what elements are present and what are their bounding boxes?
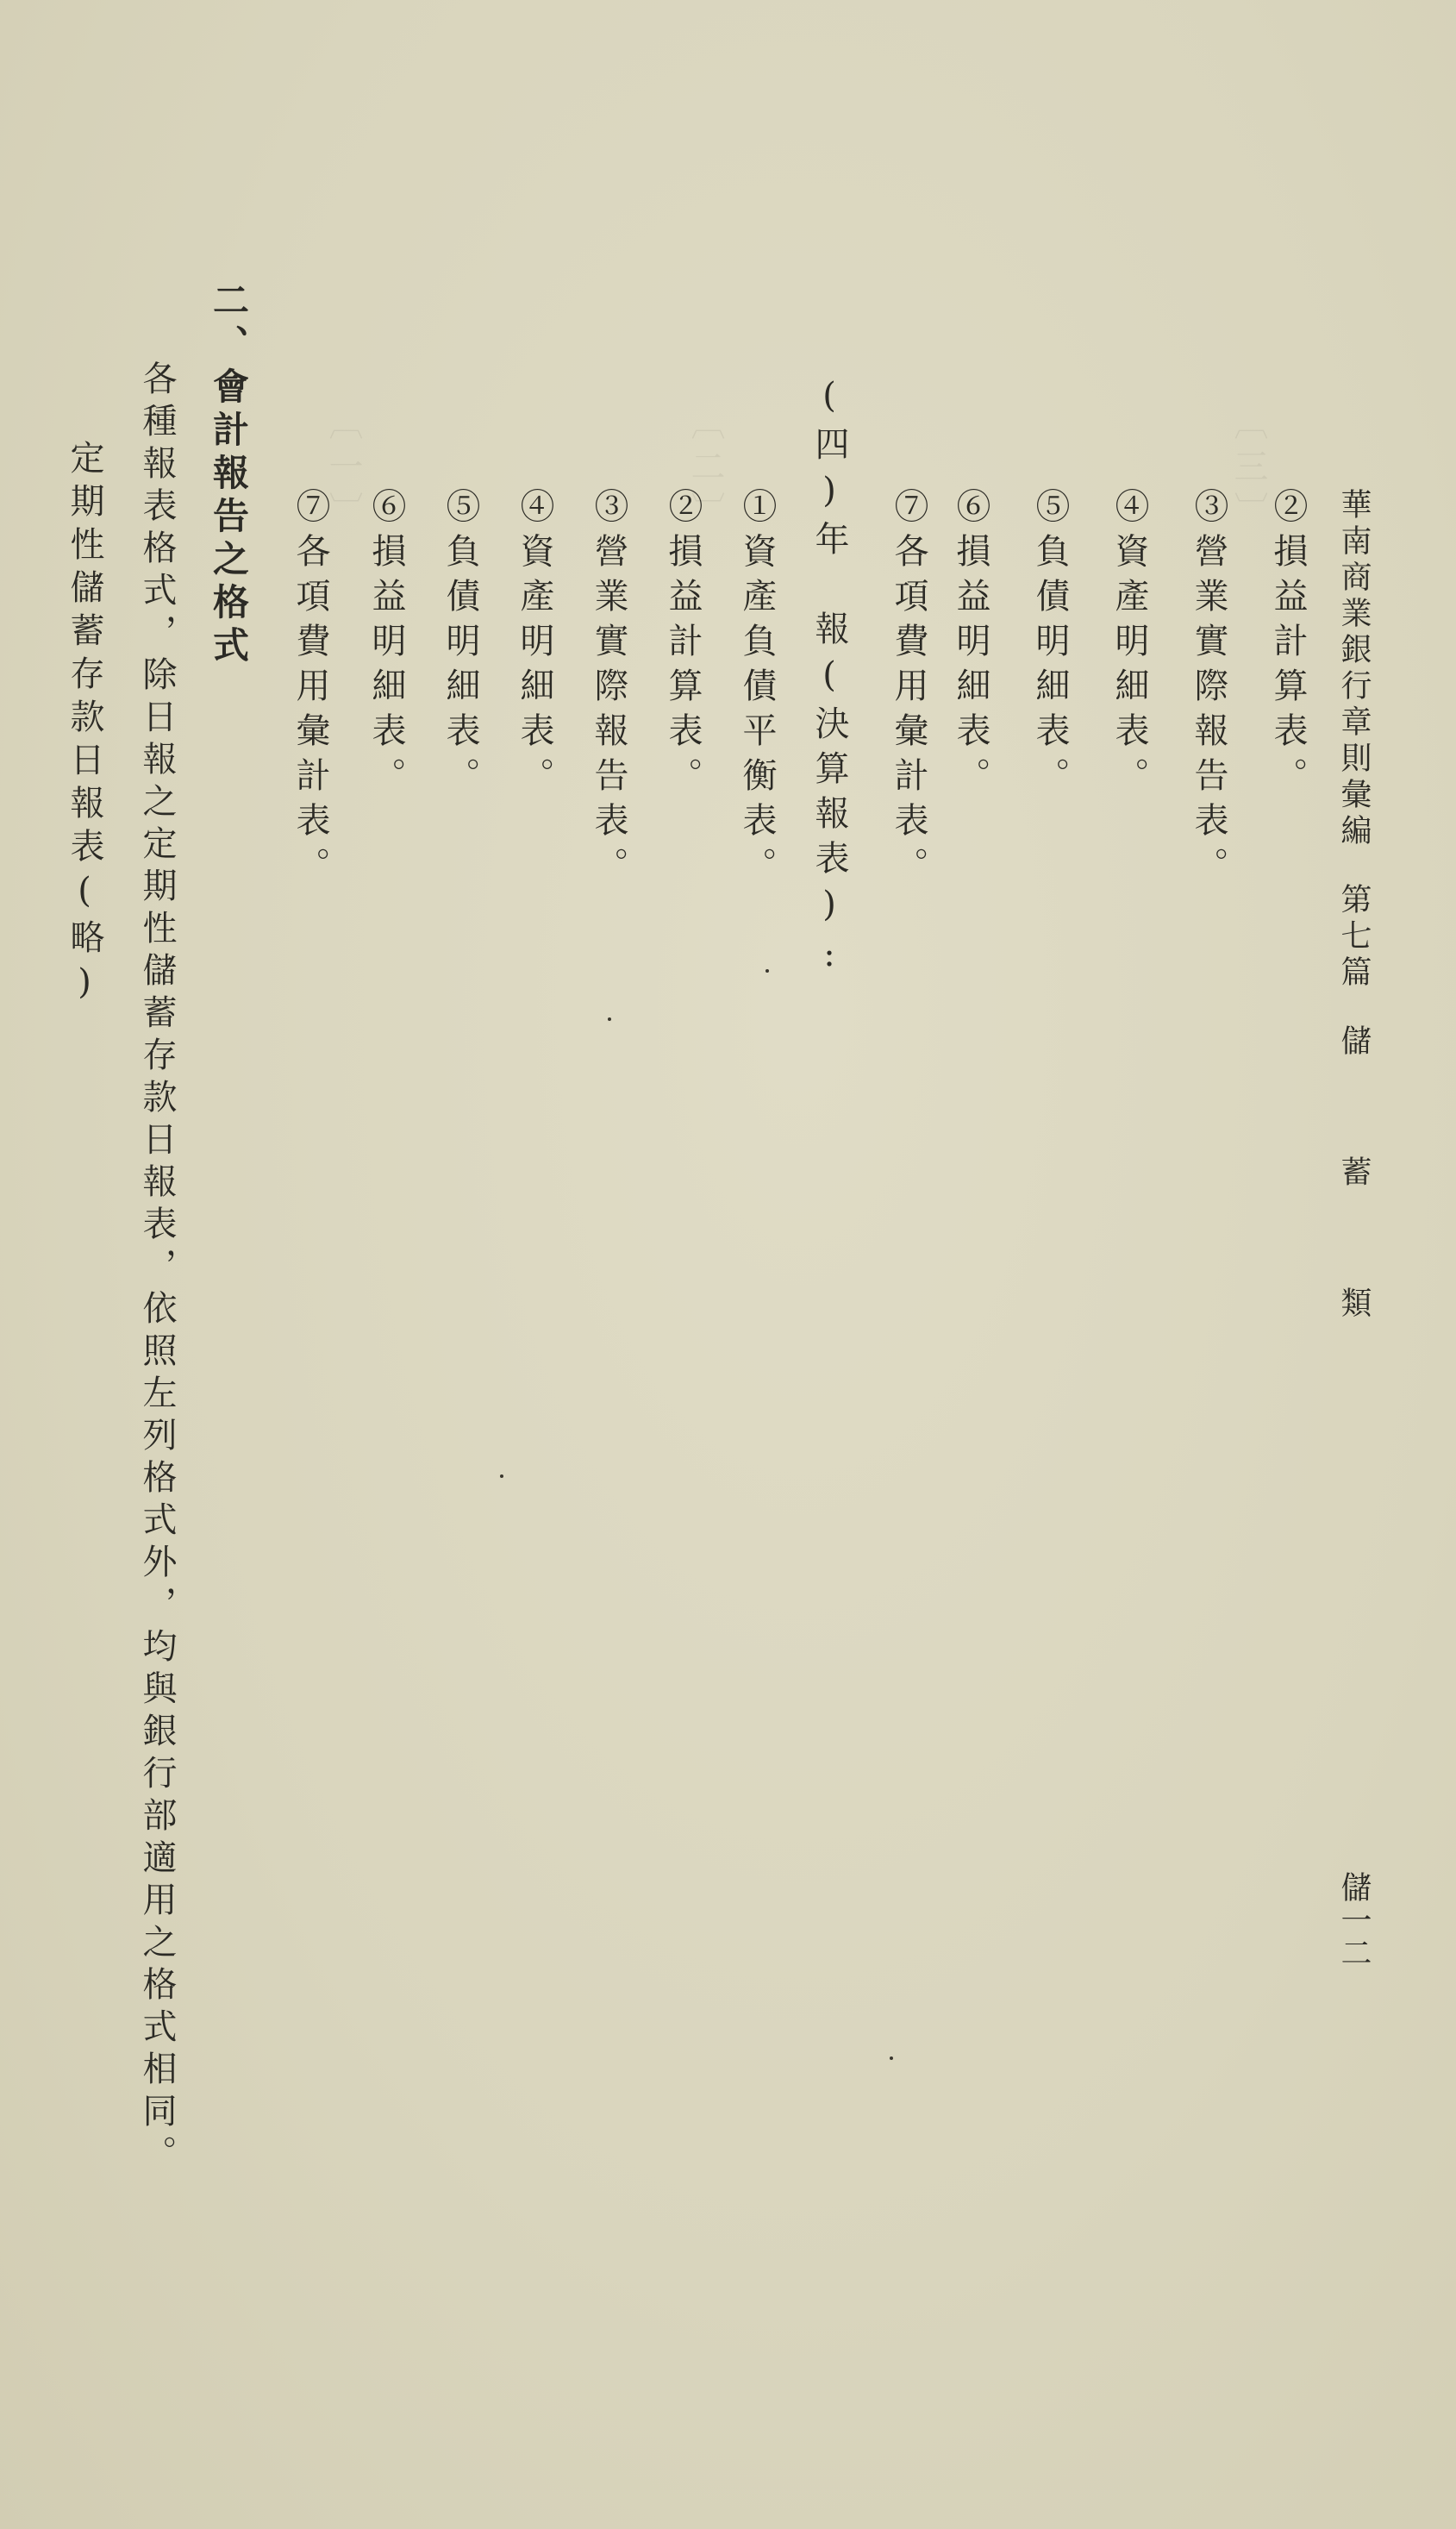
list-item: ③營業實際報告表。: [589, 488, 628, 892]
category-label: 儲 蓄 類: [1336, 1024, 1372, 1352]
bleed-through-text: 〔三〕: [1228, 405, 1268, 535]
list-item: ⑦各項費用彙計表。: [291, 488, 330, 892]
page-number: 儲一二: [1336, 1871, 1372, 1969]
chapter-label: 第七篇: [1336, 883, 1372, 992]
section-body: 各種報表格式，除日報之定期性儲蓄存款日報表，依照左列格式外，均與銀行部適用之格式相同。: [137, 360, 177, 2177]
print-speck: [765, 969, 769, 973]
list-item: ⑦各項費用彙計表。: [889, 488, 928, 892]
annual-report-heading: (四)年 報(決算報表):: [809, 376, 849, 985]
list-item: ④資產明細表。: [1109, 488, 1149, 802]
list-item: ④資產明細表。: [515, 488, 554, 802]
list-item: ②損益計算表。: [663, 488, 703, 802]
list-item: ⑥損益明細表。: [366, 488, 406, 802]
section-subheading: 定期性儲蓄存款日報表(略): [65, 440, 104, 1011]
list-item: ⑤負債明細表。: [1030, 488, 1070, 802]
list-item: ⑥損益明細表。: [951, 488, 990, 802]
bleed-through-text: 〔一〕: [323, 405, 363, 535]
bleed-through-text: 〔二〕: [685, 405, 725, 535]
print-speck: [890, 2056, 893, 2060]
book-title: 華南商業銀行章則彙編: [1336, 488, 1372, 850]
print-speck: [608, 1017, 611, 1021]
section-heading: 二、會計報告之格式: [208, 281, 250, 669]
list-item: ⑤負債明細表。: [441, 488, 480, 802]
print-speck: [500, 1474, 503, 1478]
list-item: ③營業實際報告表。: [1189, 488, 1228, 892]
list-item: ①資產負債平衡表。: [737, 488, 777, 892]
list-item: ②損益計算表。: [1268, 488, 1308, 802]
